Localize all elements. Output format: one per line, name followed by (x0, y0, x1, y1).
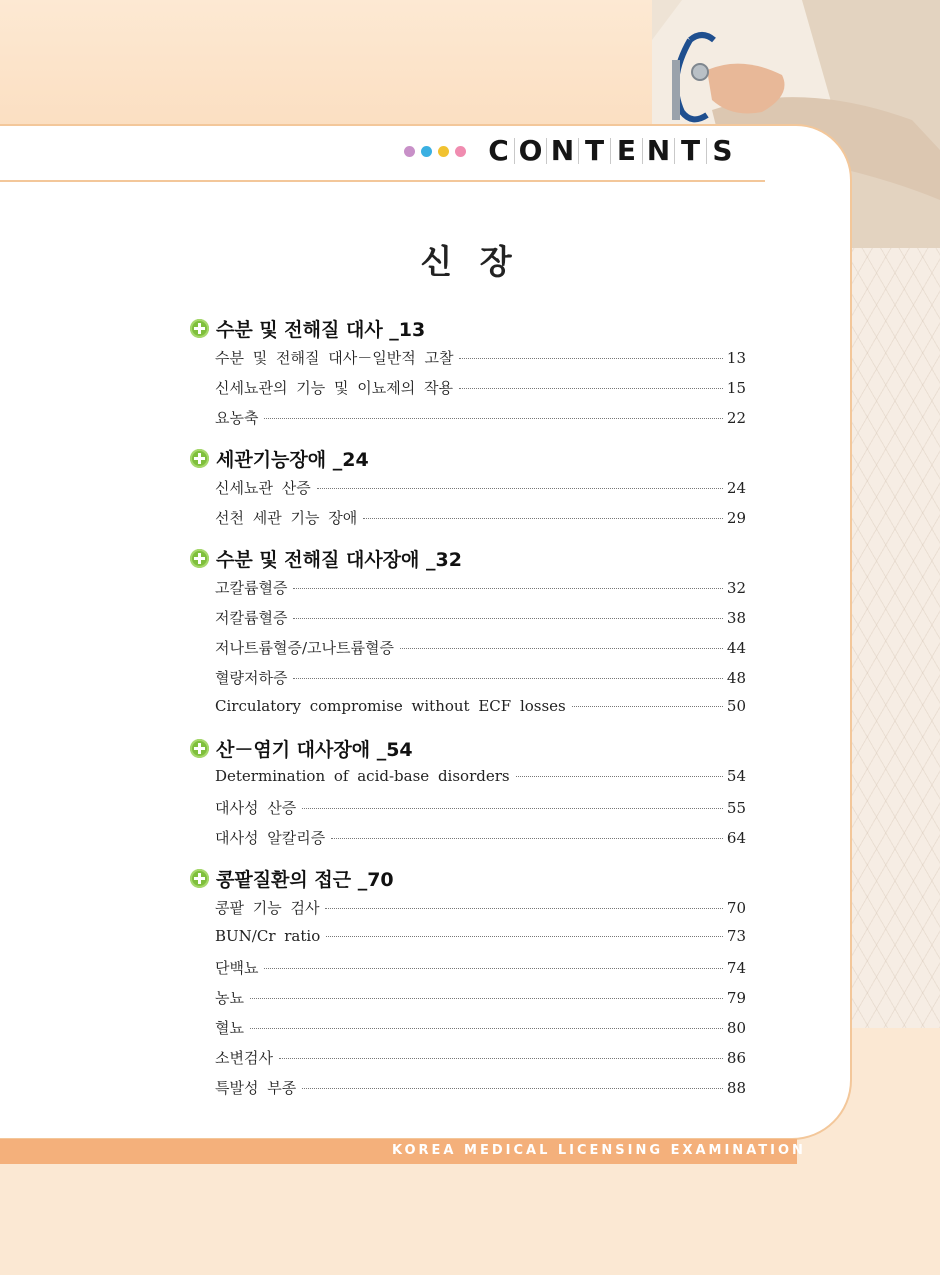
entry-title: 저나트륨혈증/고나트륨혈증 (215, 639, 394, 657)
entry-page-number: 80 (726, 1019, 746, 1037)
toc-entry[interactable] (215, 347, 746, 377)
entry-title: 대사성 산증 (215, 799, 297, 817)
contents-letter: C (488, 134, 509, 167)
dot-leader (459, 388, 723, 389)
entry-title: BUN/Cr ratio (215, 927, 321, 945)
footer-text: KOREA MEDICAL LICENSING EXAMINATION (392, 1143, 806, 1158)
chapter-title: 신 장 (420, 242, 520, 281)
dot-leader (326, 936, 723, 937)
entry-page-number: 38 (726, 609, 746, 627)
letter-divider (546, 138, 547, 164)
entry-page-number: 24 (726, 479, 746, 497)
dot-leader (302, 808, 723, 809)
section-heading[interactable] (190, 444, 746, 472)
dot-leader (293, 618, 722, 619)
toc-section (190, 734, 746, 857)
letter-divider (610, 138, 611, 164)
toc-entry[interactable] (215, 797, 746, 827)
section-heading[interactable] (190, 314, 746, 342)
dot-3 (455, 146, 466, 157)
section-title: 세관기능장애 _24 (216, 448, 369, 471)
plus-circle-icon (190, 319, 209, 338)
plus-circle-icon (190, 739, 209, 758)
dot-leader (264, 968, 722, 969)
contents-letter: E (616, 134, 637, 167)
toc-entry[interactable] (215, 827, 746, 857)
entry-title: 신세뇨관 산증 (215, 479, 311, 497)
toc-entry[interactable] (215, 607, 746, 637)
toc-entry[interactable] (215, 507, 746, 537)
toc-entry[interactable] (215, 927, 746, 957)
toc-entry[interactable] (215, 577, 746, 607)
dot-leader (293, 588, 722, 589)
section-title: 콩팥질환의 접근 _70 (216, 868, 394, 891)
toc-entry[interactable] (215, 637, 746, 667)
toc-entry[interactable] (215, 697, 746, 727)
contents-heading (486, 134, 735, 167)
toc-entry[interactable] (215, 377, 746, 407)
entry-title: 단백뇨 (215, 959, 259, 977)
contents-letter: T (584, 134, 605, 167)
contents-letter: N (550, 134, 575, 167)
toc-entry[interactable] (215, 1017, 746, 1047)
entry-title: 혈량저하증 (215, 669, 288, 687)
toc-entry[interactable] (215, 477, 746, 507)
letter-divider (706, 138, 707, 164)
entry-title: 특발성 부종 (215, 1079, 297, 1097)
contents-letter: S (712, 134, 733, 167)
plus-circle-icon (190, 549, 209, 568)
contents-letter: N (646, 134, 671, 167)
toc-entry[interactable] (215, 767, 746, 797)
dot-leader (400, 648, 723, 649)
dot-leader (516, 776, 723, 777)
toc-entry[interactable] (215, 1047, 746, 1077)
plus-circle-icon (190, 869, 209, 888)
dot-leader (317, 488, 723, 489)
entry-page-number: 55 (726, 799, 746, 817)
toc-entry[interactable] (215, 407, 746, 437)
dot-leader (293, 678, 722, 679)
toc-section (190, 544, 746, 727)
entry-page-number: 29 (726, 509, 746, 527)
entry-page-number: 50 (726, 697, 746, 715)
entry-title: 고칼륨혈증 (215, 579, 288, 597)
toc-section (190, 864, 746, 1107)
dot-leader (302, 1088, 723, 1089)
section-title: 수분 및 전해질 대사 _13 (216, 318, 426, 341)
entry-title: 농뇨 (215, 989, 244, 1007)
entry-title: 저칼륨혈증 (215, 609, 288, 627)
entry-page-number: 70 (726, 899, 746, 917)
entry-page-number: 74 (726, 959, 746, 977)
dot-leader (250, 998, 723, 999)
entry-page-number: 13 (726, 349, 746, 367)
entry-title: 선천 세관 기능 장애 (215, 509, 358, 527)
toc-entry[interactable] (215, 667, 746, 697)
entry-title: 소변검사 (215, 1049, 273, 1067)
letter-divider (514, 138, 515, 164)
entry-page-number: 48 (726, 669, 746, 687)
letter-divider (642, 138, 643, 164)
entry-title: 요농축 (215, 409, 259, 427)
entry-page-number: 64 (726, 829, 746, 847)
entry-title: 수분 및 전해질 대사－일반적 고찰 (215, 349, 454, 367)
toc-section (190, 314, 746, 437)
entry-title: 신세뇨관의 기능 및 이뇨제의 작용 (215, 379, 453, 397)
entry-page-number: 32 (726, 579, 746, 597)
entry-page-number: 88 (726, 1079, 746, 1097)
toc-entry[interactable] (215, 987, 746, 1017)
side-pattern (850, 248, 940, 1028)
contents-letter: T (680, 134, 701, 167)
section-heading[interactable] (190, 734, 746, 762)
dot-leader (264, 418, 722, 419)
table-of-contents (190, 314, 746, 1114)
dot-leader (331, 838, 723, 839)
dot-leader (572, 706, 723, 707)
entry-page-number: 79 (726, 989, 746, 1007)
contents-letter: O (518, 134, 543, 167)
entry-title: 콩팥 기능 검사 (215, 899, 320, 917)
entry-page-number: 54 (726, 767, 746, 785)
toc-entry[interactable] (215, 957, 746, 987)
dot-leader (459, 358, 722, 359)
letter-divider (674, 138, 675, 164)
entry-title: 혈뇨 (215, 1019, 244, 1037)
dot-1 (421, 146, 432, 157)
entry-page-number: 86 (726, 1049, 746, 1067)
dot-0 (404, 146, 415, 157)
entry-page-number: 44 (726, 639, 746, 657)
dot-leader (325, 908, 722, 909)
dot-leader (363, 518, 723, 519)
entry-title: Circulatory compromise without ECF losses (215, 697, 566, 715)
section-title: 수분 및 전해질 대사장애 _32 (216, 548, 462, 571)
entry-title: 대사성 알칼리증 (215, 829, 326, 847)
dot-leader (279, 1058, 723, 1059)
section-heading[interactable] (190, 864, 746, 892)
decorative-dots (404, 146, 466, 157)
dot-2 (438, 146, 449, 157)
toc-entry[interactable] (215, 1077, 746, 1107)
section-title: 산－염기 대사장애 _54 (216, 738, 413, 761)
letter-divider (578, 138, 579, 164)
entry-page-number: 73 (726, 927, 746, 945)
toc-section (190, 444, 746, 537)
toc-entry[interactable] (215, 897, 746, 927)
section-heading[interactable] (190, 544, 746, 572)
dot-leader (250, 1028, 723, 1029)
entry-page-number: 22 (726, 409, 746, 427)
plus-circle-icon (190, 449, 209, 468)
entry-page-number: 15 (726, 379, 746, 397)
entry-title: Determination of acid-base disorders (215, 767, 510, 785)
